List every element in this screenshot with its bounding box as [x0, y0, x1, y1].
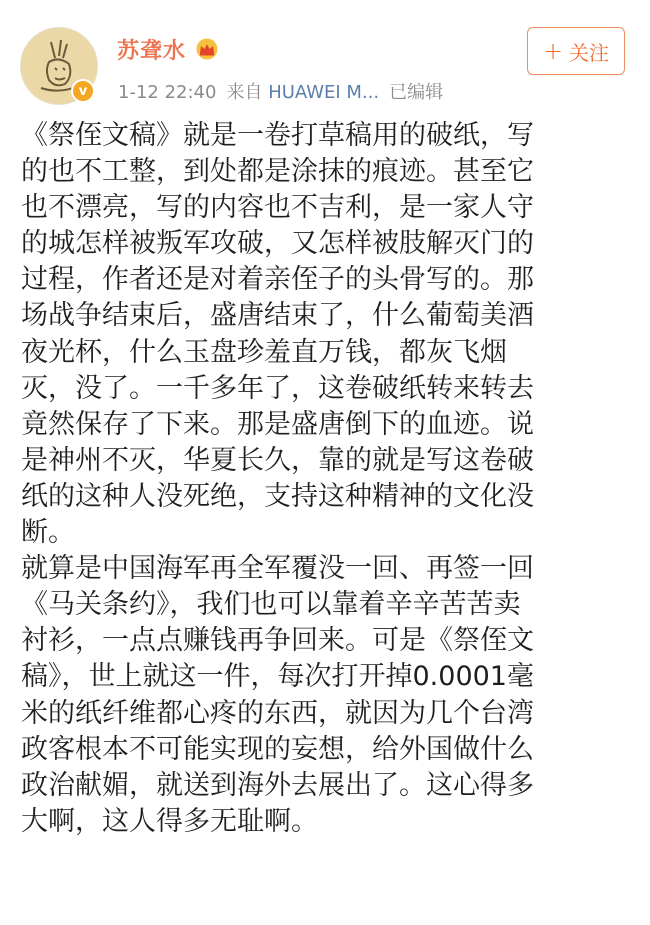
post-timestamp: 1-12 22:40	[118, 82, 217, 103]
post-text-line: 竟然保存了下来。那是盛唐倒下的血迹。说	[21, 408, 534, 440]
post-text-line: 过程，作者还是对着亲侄子的头骨写的。那	[21, 264, 534, 296]
verified-badge-icon	[71, 79, 95, 103]
source-prefix: 来自	[226, 82, 263, 103]
post-text-line: 《马关条约》，我们也可以靠着辛辛苦苦卖	[21, 589, 521, 621]
post-text-line: 断。	[21, 517, 75, 549]
post-meta	[118, 78, 443, 104]
author-name[interactable]: 苏聋水	[117, 38, 187, 64]
post-header	[0, 0, 650, 120]
post-text-line: 纸的这种人没死绝，支持这种精神的文化没	[21, 480, 534, 512]
post-text-line: 的也不工整，到处都是涂抹的痕迹。甚至它	[21, 156, 534, 188]
post-text-line: 米的纸纤维都心疼的东西，就因为几个台湾	[21, 697, 534, 729]
follow-label: 关注	[569, 40, 610, 65]
post-text-line: 也不漂亮，写的内容也不吉利，是一家人守	[21, 192, 534, 224]
follow-button[interactable]	[527, 27, 625, 75]
post-text-line: 是神州不灭，华夏长久，靠的就是写这卷破	[21, 444, 534, 476]
post-text-line: 衬衫，一点点赚钱再争回来。可是《祭侄文	[21, 625, 534, 657]
post-text-line: 就算是中国海军再全军覆没一回、再签一回	[21, 553, 534, 585]
post-text-line: 稿》，世上就这一件，每次打开掉0.0001毫	[21, 661, 534, 693]
post-text-line: 夜光杯，什么玉盘珍羞直万钱，都灰飞烟	[21, 336, 507, 368]
post-body	[21, 118, 621, 840]
post-text-line: 场战争结束后，盛唐结束了，什么葡萄美酒	[21, 300, 534, 332]
post-text-line: 灭，没了。一千多年了，这卷破纸转来转去	[21, 372, 534, 404]
post-text-line: 政客根本不可能实现的妄想，给外国做什么	[21, 733, 534, 765]
source-device-link[interactable]: HUAWEI M...	[268, 82, 380, 103]
post-text-line: 大啊，这人得多无耻啊。	[21, 805, 318, 837]
edited-label: 已编辑	[389, 82, 444, 103]
plus-icon: +	[542, 37, 564, 65]
post-text-line: 《祭侄文稿》就是一卷打草稿用的破纸，写	[21, 120, 534, 151]
author-row	[117, 32, 220, 66]
post-text-line: 的城怎样被叛军攻破，又怎样被肢解灭门的	[21, 228, 534, 260]
crown-icon	[194, 38, 220, 60]
verified-badge-label: v	[78, 83, 88, 99]
post-text-line: 政治献媚，就送到海外去展出了。这心得多	[21, 769, 534, 801]
